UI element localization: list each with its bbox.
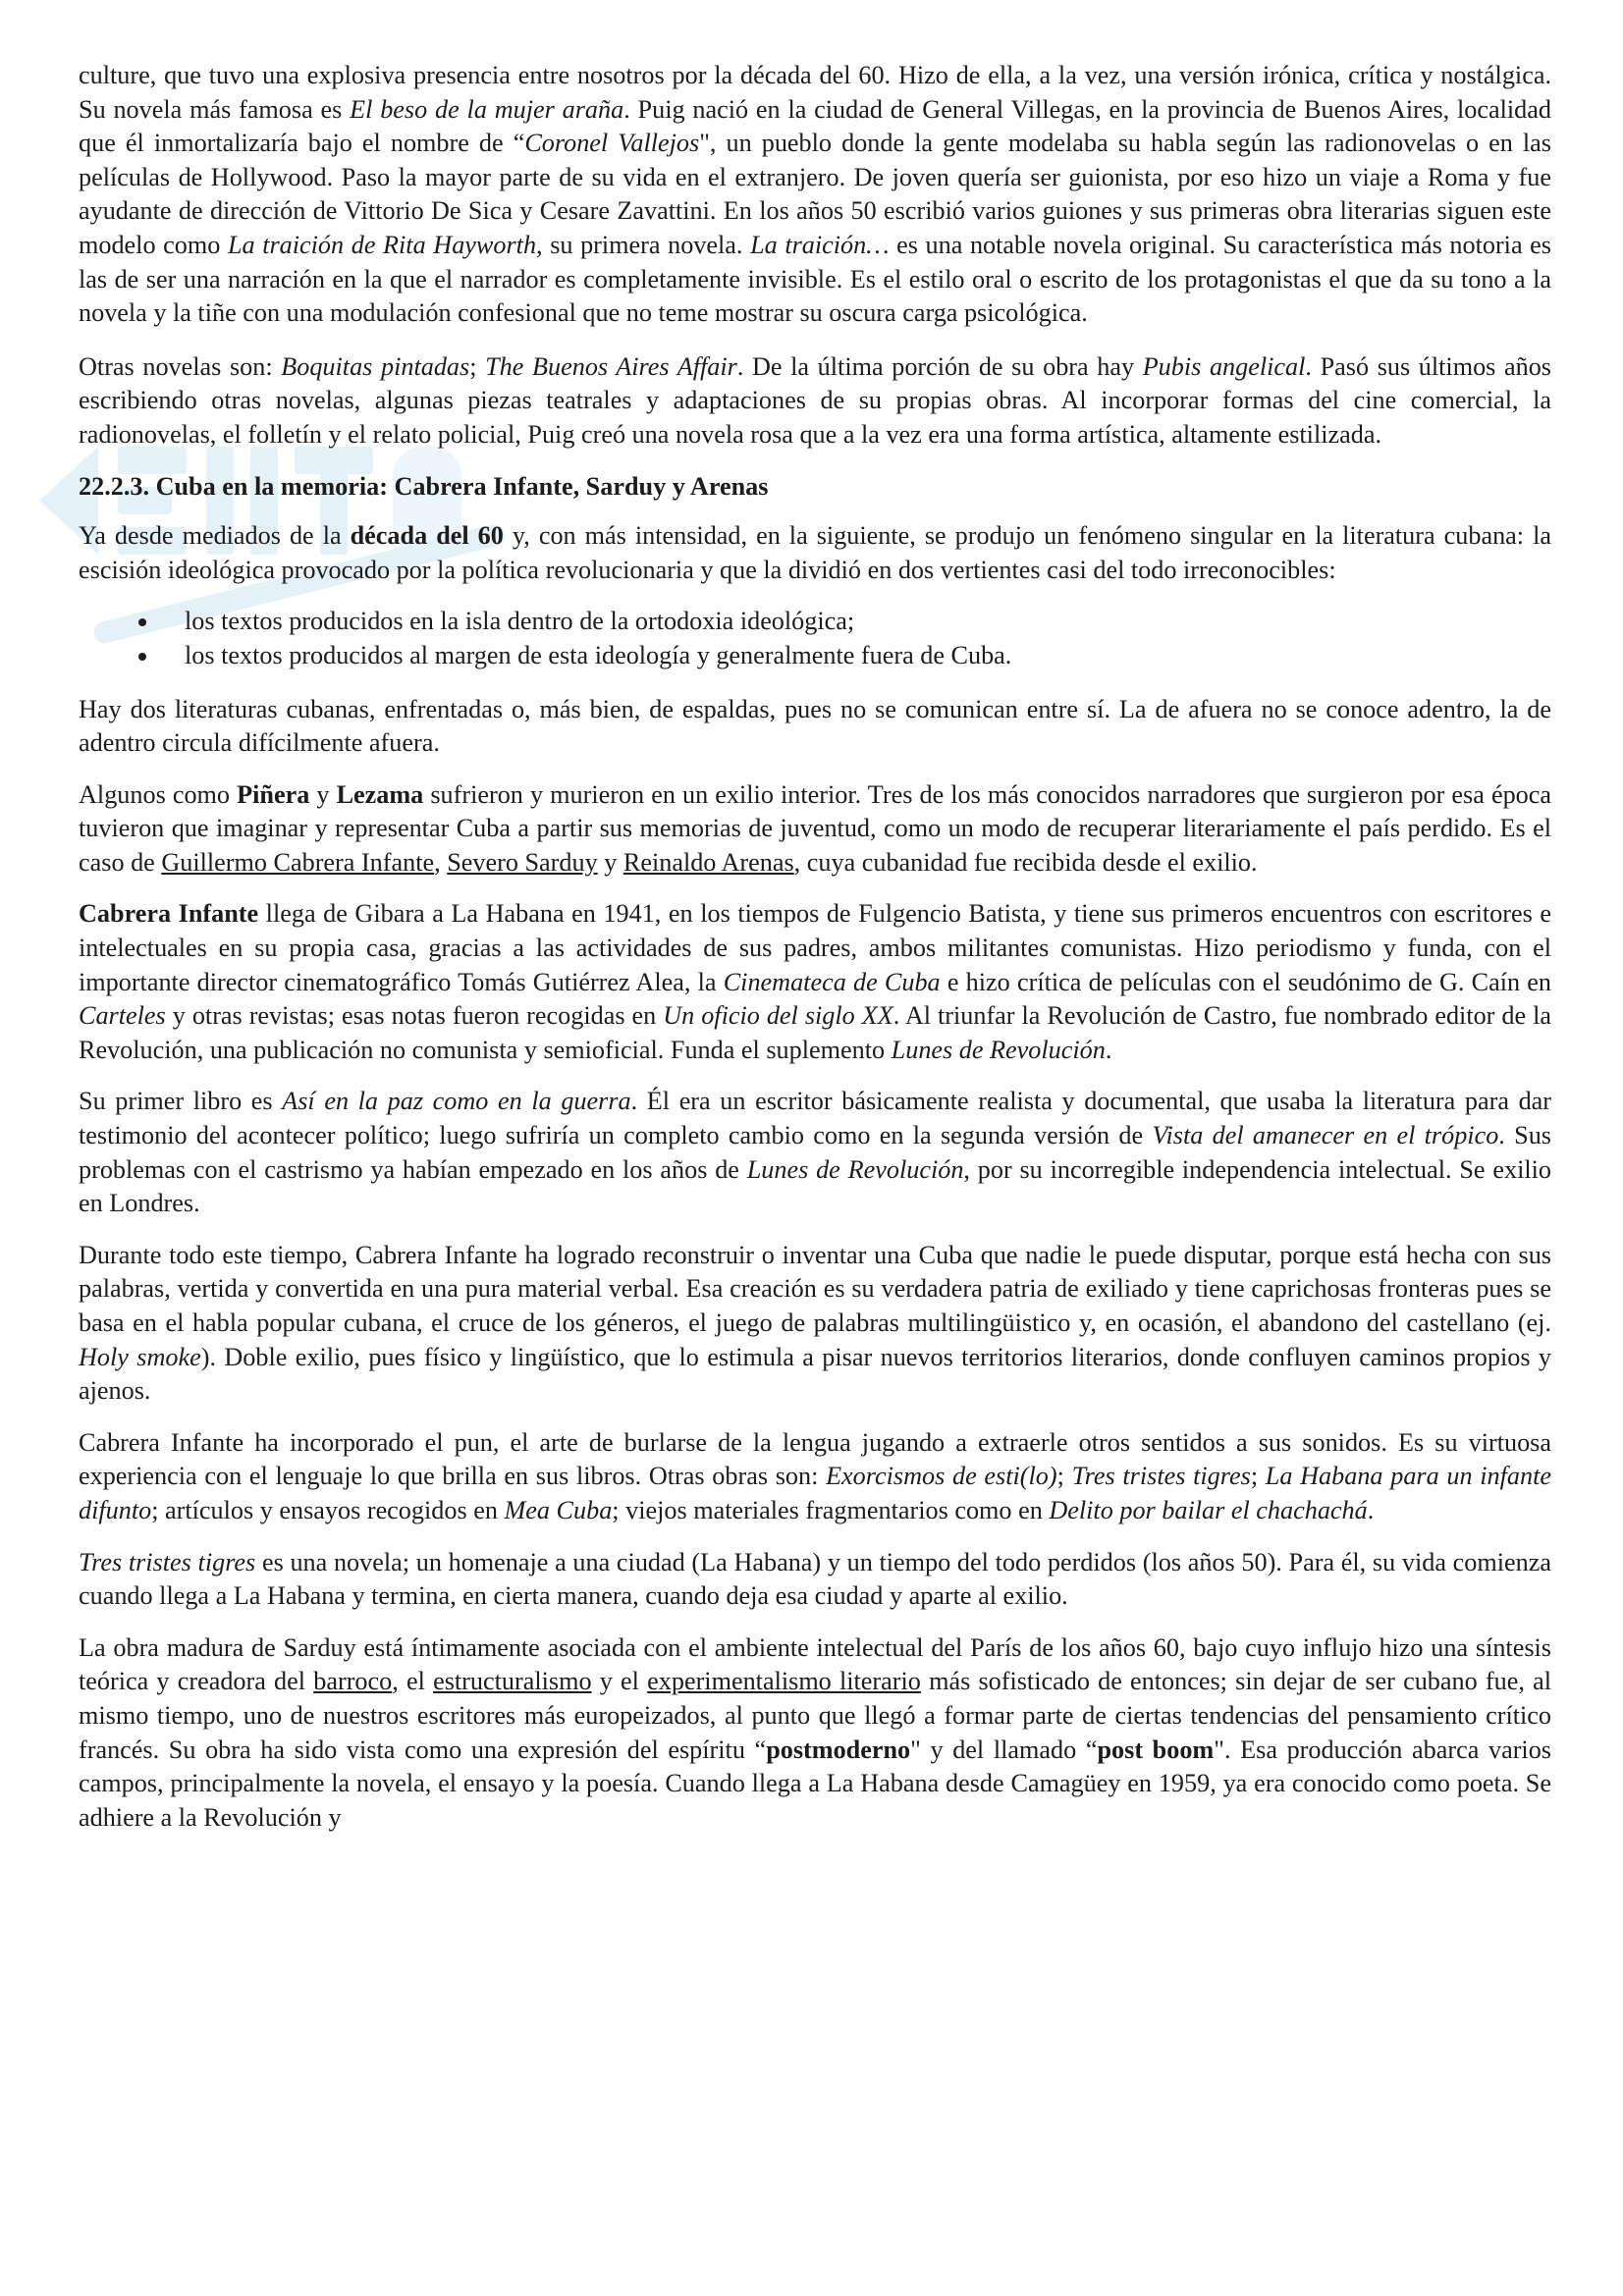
link-reinaldo-arenas[interactable]: Reinaldo Arenas	[622, 847, 794, 877]
paragraph-puig-intro: culture, que tuvo una explosiva presencia entre nosotros por la década del 60. Hizo de ella, a la vez, una versión irónica, crítica y nostálgica. Su novela más famosa es El beso de la mujer araña. Puig nació en la ciudad de General Villegas, en la provincia de Buenos Aires, localidad que él inmortalizaría bajo el nombre de “Coronel Vallejos", un pueblo donde la gente modelaba su habla según las radionovelas o en las películas de Hollywood. Paso la mayor parte de su vida en el extranjero. De joven quería ser guionista, por eso hizo un viaje a Roma y fue ayudante de dirección de Vittorio De Sica y Cesare Zavattini. En los años 50 escribió varios guiones y sus primeras obra literarias siguen este modelo como La traición de Rita Hayworth, su primera novela. La traición… es una notable novela original. Su característica más notoria es las de ser una narración en la que el narrador es completamente invisible. Es el estilo oral o escrito de los protagonistas el que da su tono a la novela y la tiñe con una modulación confesional que no teme mostrar su oscura carga psicológica.	[79, 61, 1551, 328]
paragraph-two-literatures: Hay dos literaturas cubanas, enfrentadas o, más bien, de espaldas, pues no se comunican entre sí. La de afuera no se conoce adentro, la de adentro circula difícilmente afuera.	[79, 694, 1551, 758]
paragraph-tres-tristes-tigres: Tres tristes tigres es una novela; un homenaje a una ciudad (La Habana) y un tiempo del todo perdidos (los años 50). Para él, su vida comienza cuando llega a La Habana y termina, en cierta manera, cuando deja esa ciudad y aparte al exilio.	[79, 1547, 1551, 1611]
paragraph-sarduy: La obra madura de Sarduy está íntimamente asociada con el ambiente intelectual del París de los años 60, bajo cuyo influjo hizo una síntesis teórica y creadora del barroco, el estructuralismo y el experimentalismo literario más sofisticado de entonces; sin dejar de ser cubano fue, al mismo tiempo, uno de nuestros escritores más europeizados, al punto que llegó a formar parte de ciertas tendencias del pensamiento crítico francés. Su obra ha sido vista como una expresión del espíritu “postmoderno" y del llamado “post boom". Esa producción abarca varios campos, principalmente la novela, el ensayo y la poesía. Cuando llega a La Habana desde Camagüey en 1959, ya era conocido como poeta. Se adhiere a la Revolución y	[79, 1632, 1551, 1832]
paragraph-puig-novels: Otras novelas son: Boquitas pintadas; The Buenos Aires Affair. De la última porción de su obra hay Pubis angelical. Pasó sus últimos años escribiendo otras novelas, algunas piezas teatrales y adaptaciones de su propias obras. Al incorporar formas del cine comercial, la radionovelas, el folletín y el relato policial, Puig creó una novela rosa que a la vez era una forma artística, altamente estilizada.	[79, 351, 1551, 449]
paragraph-pun: Cabrera Infante ha incorporado el pun, el arte de burlarse de la lengua jugando a extraerle otros sentidos a sus sonidos. Es su virtuosa experiencia con el lenguaje lo que brilla en sus libros. Otras obras son: Exorcismos de esti(lo); Tres tristes tigres; La Habana para un infante difunto; artículos y ensayos recogidos en Mea Cuba; viejos materiales fragmentarios como en Delito por bailar el chachachá.	[79, 1427, 1552, 1524]
bullet-list	[79, 605, 1551, 672]
link-severo-sarduy[interactable]: Severo Sarduy	[447, 847, 598, 877]
paragraph-cuba-split: Ya desde mediados de la década del 60 y, con más intensidad, en la siguiente, se produjo un fenómeno singular en la literatura cubana: la escisión ideológica provocado por la política revolucionaria y que la dividió en dos vertientes casi del todo irreconocibles:	[79, 521, 1551, 584]
list-item: los textos producidos en la isla dentro de la ortodoxia ideológica;	[185, 605, 1551, 639]
link-barroco[interactable]: barroco	[313, 1667, 393, 1696]
link-cabrera-infante[interactable]: Guillermo Cabrera Infante	[161, 847, 435, 877]
list-item: los textos producidos al margen de esta ideología y generalmente fuera de Cuba.	[185, 639, 1551, 673]
paragraph-exile-writers: Algunos como Piñera y Lezama sufrieron y murieron en un exilio interior. Tres de los más conocidos narradores que surgieron por esa época tuvieron que imaginar y representar Cuba a partir sus memorias de juventud, como un modo de recuperar literariamente el país perdido. Es el caso de Guillermo Cabrera Infante, Severo Sarduy y Reinaldo Arenas, cuya cubanidad fue recibida desde el exilio.	[79, 779, 1552, 877]
link-estructuralismo[interactable]: estructuralismo	[433, 1667, 592, 1696]
section-heading: 22.2.3. Cuba en la memoria: Cabrera Infante, Sarduy y Arenas	[79, 471, 769, 501]
paragraph-cabrera-bio: Cabrera Infante llega de Gibara a La Habana en 1941, en los tiempos de Fulgencio Batista, y tiene sus primeros encuentros con escritores e intelectuales en su propia casa, gracias a las actividades de sus padres, ambos militantes comunistas. Hizo periodismo y funda, con el importante director cinematográfico Tomás Gutiérrez Alea, la Cinemateca de Cuba e hizo crítica de películas con el seudónimo de G. Caín en Carteles y otras revistas; esas notas fueron recogidas en Un oficio del siglo XX. Al triunfar la Revolución de Castro, fue nombrado editor de la Revolución, una publicación no comunista y semioficial. Funda el suplemento Lunes de Revolución.	[79, 899, 1551, 1064]
paragraph-first-book: Su primer libro es Así en la paz como en la guerra. Él era un escritor básicamente realista y documental, que usaba la literatura para dar testimonio del acontecer político; luego sufriría un completo cambio como en la segunda versión de Vista del amanecer en el trópico. Sus problemas con el castrismo ya habían empezado en los años de Lunes de Revolución, por su incorregible independencia intelectual. Se exilio en Londres.	[79, 1087, 1552, 1218]
paragraph-reconstruct-cuba: Durante todo este tiempo, Cabrera Infante ha logrado reconstruir o inventar una Cuba que nadie le puede disputar, porque está hecha con sus palabras, vertida y convertida en una pura material verbal. Esa creación es su verdadera patria de exiliado y tiene caprichosas fronteras pues se basa en el habla popular cubana, el cruce de los géneros, el juego de palabras multilingüistico y, en ocasión, el abandono del castellano (ej. Holy smoke). Doble exilio, pues físico y lingüístico, que lo estimula a pisar nuevos territorios literarios, donde confluyen caminos propios y ajenos.	[79, 1240, 1551, 1406]
document-page	[79, 59, 1551, 1852]
link-experimentalismo-literario[interactable]: experimentalismo literario	[647, 1667, 921, 1696]
